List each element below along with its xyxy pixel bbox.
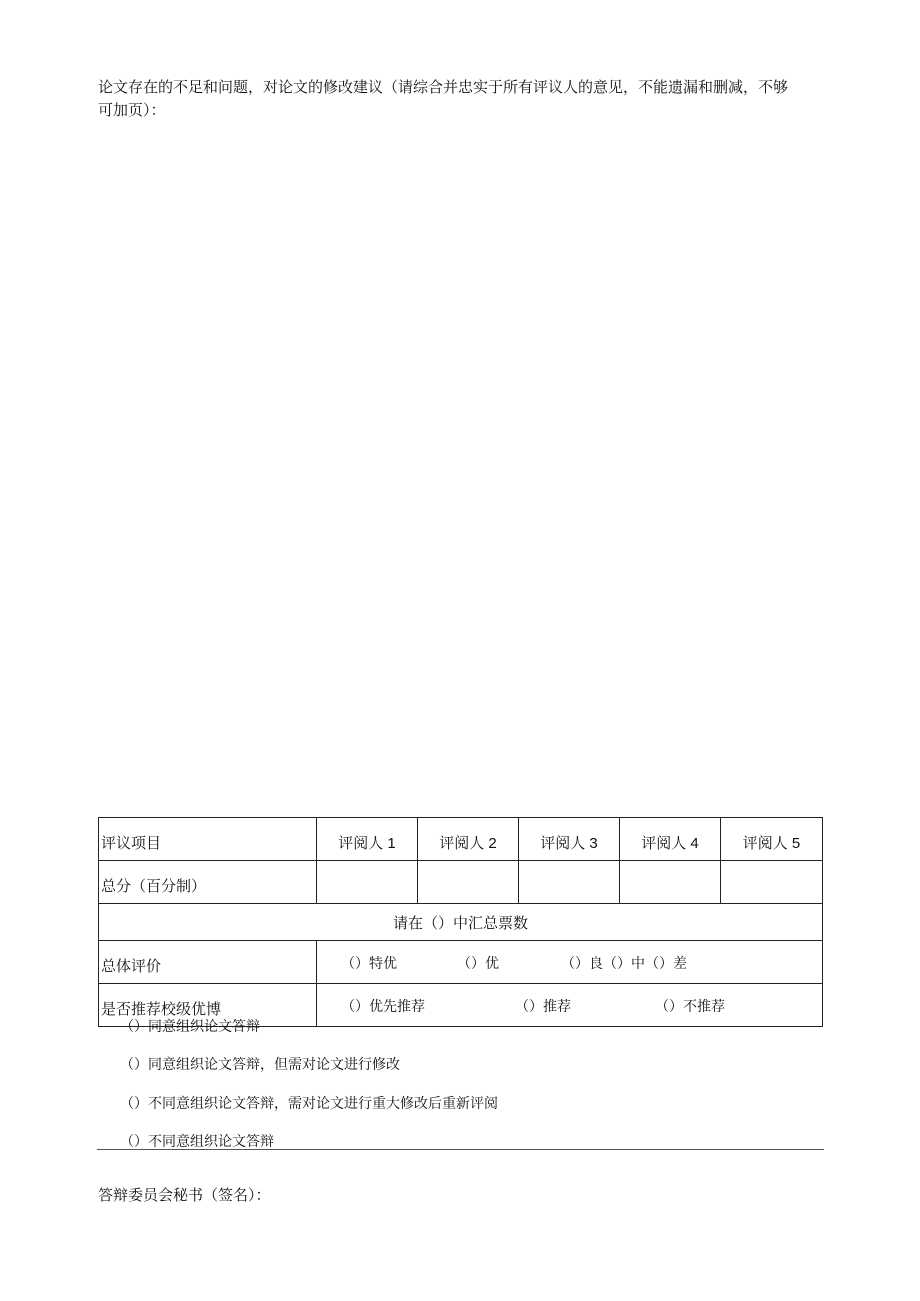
vote-summary-instruction: 请在（）中汇总票数 xyxy=(99,904,823,941)
header-reviewer-5: 评阅人 5 xyxy=(721,818,823,861)
overall-option-good-medium-poor[interactable]: （）良（）中（）差 xyxy=(561,956,687,972)
divider xyxy=(97,1149,824,1150)
overall-evaluation-label: 总体评价 xyxy=(99,941,317,984)
header-reviewer-2: 评阅人 2 xyxy=(418,818,519,861)
total-score-row xyxy=(99,861,823,904)
recommend-option-not-recommend[interactable]: （）不推荐 xyxy=(655,999,725,1015)
recommend-option-priority[interactable]: （）优先推荐 xyxy=(341,999,425,1015)
evaluation-table xyxy=(98,817,823,1027)
recommend-label: 是否推荐校级优博 xyxy=(99,984,317,1027)
overall-option-excellent-plus[interactable]: （）特优 xyxy=(341,956,397,972)
overall-evaluation-row xyxy=(99,941,823,984)
recommend-option-recommend[interactable]: （）推荐 xyxy=(515,999,571,1015)
score-cell-reviewer-4[interactable] xyxy=(620,861,721,904)
score-cell-reviewer-2[interactable] xyxy=(418,861,519,904)
table-header-row xyxy=(99,818,823,861)
overall-option-excellent[interactable]: （）优 xyxy=(457,956,499,972)
score-cell-reviewer-3[interactable] xyxy=(519,861,620,904)
decision-approve-with-revision[interactable]: （）同意组织论文答辩，但需对论文进行修改 xyxy=(120,1057,400,1073)
header-item: 评议项目 xyxy=(99,818,317,861)
revision-suggestions-prompt xyxy=(98,76,814,122)
score-cell-reviewer-1[interactable] xyxy=(317,861,418,904)
secretary-signature-label: 答辩委员会秘书（签名）： xyxy=(98,1187,271,1204)
decision-reject-major-revision[interactable]: （）不同意组织论文答辩，需对论文进行重大修改后重新评阅 xyxy=(120,1096,498,1112)
overall-evaluation-options xyxy=(317,941,823,984)
header-reviewer-3: 评阅人 3 xyxy=(519,818,620,861)
recommend-options xyxy=(317,984,823,1027)
total-score-label: 总分（百分制） xyxy=(99,861,317,904)
header-reviewer-1: 评阅人 1 xyxy=(317,818,418,861)
prompt-line-2: 可加页）： xyxy=(98,102,166,119)
decision-reject[interactable]: （）不同意组织论文答辩 xyxy=(120,1134,274,1150)
instruction-row xyxy=(99,904,823,941)
decision-approve[interactable]: （）同意组织论文答辩 xyxy=(120,1019,260,1035)
prompt-line-1: 论文存在的不足和问题，对论文的修改建议（请综合并忠实于所有评议人的意见，不能遗漏和删减，不够 xyxy=(98,79,789,96)
score-cell-reviewer-5[interactable] xyxy=(721,861,823,904)
header-reviewer-4: 评阅人 4 xyxy=(620,818,721,861)
